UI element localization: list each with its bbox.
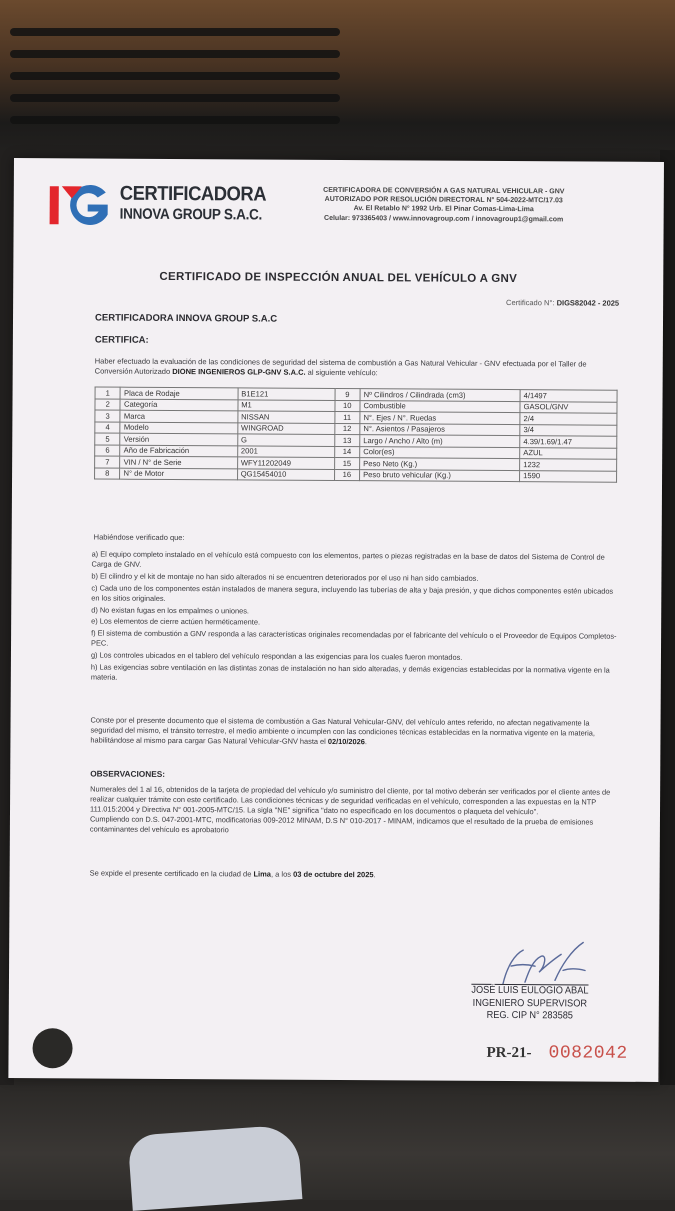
verification-item: a) El equipo completo instalado en el vehículo está compuesto con los elementos, partes o piezas registradas en la base de datos del Sistema de Control de Carga de GNV.	[91, 549, 605, 569]
company-name: CERTIFICADORA INNOVA GROUP S.A.C	[94, 312, 278, 325]
signer-name: JOSÉ LUIS EULOGIO ABAL	[471, 984, 589, 997]
certificate-number-value: DIGS82042 - 2025	[556, 298, 620, 308]
field-label: Placa de Rodaje	[121, 387, 238, 399]
field-value: G	[237, 434, 334, 446]
field-value: 1232	[520, 459, 617, 471]
field-value: M1	[238, 399, 335, 411]
issued-statement	[90, 868, 376, 879]
verification-heading: Habiéndose verificado que:	[93, 532, 185, 543]
field-value: B1E121	[238, 388, 335, 400]
field-value: QG15454010	[237, 468, 334, 480]
field-label: Combustible	[360, 400, 520, 412]
row-number: 13	[334, 434, 360, 446]
field-value: NISSAN	[238, 411, 335, 423]
verification-item: h) Las exigencias sobre ventilación en las distintas zonas de instalación no han sido alteradas, y demás exigencias establecidas por la normativa vigente en la materia.	[90, 662, 610, 682]
signer-registration: REG. CIP N° 283585	[486, 1009, 573, 1022]
field-label: VIN / N° de Serie	[120, 456, 237, 468]
verification-item: e) Los elementos de cierre actúen herméticamente.	[91, 616, 261, 627]
field-label: Marca	[120, 410, 237, 422]
issued-date: 03 de octubre del 2025	[293, 869, 374, 880]
row-number: 5	[95, 433, 121, 445]
field-label: N°. Ejes / N°. Ruedas	[360, 412, 520, 424]
field-value: GASOL/GNV	[520, 401, 617, 413]
logo-text-line2: INNOVA GROUP S.A.C.	[119, 205, 263, 224]
background-stripe	[10, 28, 340, 36]
header-info	[264, 186, 624, 225]
field-label: Peso Neto (Kg.)	[360, 458, 520, 470]
field-label: Versión	[120, 433, 237, 445]
consta-text: Conste por el presente documento que el sistema de combustión a Gas Natural Vehicular-GNV, del vehículo antes referido, no afectan negativamente la seguridad del mismo, el tránsito terrestre, el medio ambiente o incumplen con las condiciones técnicas establecidas en la normativa vigente en la materia, habilitándose al mismo para cargar Gas Natural Vehicular-GNV hasta el	[90, 715, 596, 746]
issued-city: Lima	[253, 869, 272, 879]
background-stripe	[10, 72, 340, 80]
field-label: Modelo	[120, 422, 237, 434]
row-number: 9	[335, 388, 361, 400]
consta-end: .	[364, 737, 367, 747]
row-number: 3	[95, 410, 121, 422]
verification-item: c) Cada uno de los componentes están instalados de manera segura, incluyendo las tuberías de alta y baja presión, y que dichos componentes estén ubicados en los sitios originales.	[91, 583, 614, 603]
verification-item: g) Los controles ubicados en el tablero del vehículo respondan a las exigencias para los cuales fueron montados.	[90, 650, 463, 662]
issued-text-mid: , a los	[270, 869, 294, 879]
issued-text-end: .	[373, 870, 376, 880]
row-number: 2	[95, 398, 121, 410]
row-number: 15	[334, 457, 360, 469]
background-stripe	[10, 116, 340, 124]
row-number: 1	[95, 387, 121, 399]
field-value: 3/4	[520, 424, 617, 436]
validity-date: 02/10/2026	[327, 736, 365, 747]
background-cloth	[128, 1124, 303, 1211]
verification-item: f) El sistema de combustión a GNV responda a las características originales recomendadas por el fabricante del vehículo o el Proveedor de Equipos Completos-PEC.	[91, 628, 617, 648]
signer-role: INGENIERO SUPERVISOR	[472, 997, 588, 1010]
certificate-number	[506, 298, 619, 308]
header-info-line: CERTIFICADORA DE CONVERSIÓN A GAS NATURAL VEHICULAR - GNV	[323, 186, 565, 196]
field-label: Categoría	[120, 399, 237, 411]
punch-hole	[32, 1028, 72, 1068]
field-label: N°. Asientos / Pasajeros	[360, 423, 520, 435]
observation-paragraph: Numerales del 1 al 16, obtenidos de la tarjeta de propiedad del vehículo y/o suministro del cliente, por tal motivo deberán ser verificados por el cliente antes de realizar cualquier trámite con este certificado. Las condiciones técnicas y de seguridad verificadas en el vehículo, corresponden a las expuestas en la NTP 111.015:2004 y Directiva N° 001-2005-MTC/15. La sigla "NE" significa "dato no especificado en los documentos o plaqueta del vehículo".	[89, 784, 611, 817]
observations-body	[90, 784, 620, 838]
field-value: 2/4	[520, 413, 617, 425]
background-stripe	[10, 50, 340, 58]
row-number: 8	[95, 467, 121, 479]
certificate-number-label: Certificado N°:	[506, 298, 555, 308]
vehicle-table-row	[95, 467, 617, 482]
header-info-line: Av. El Retablo N° 1992 Urb. El Pinar Comas-Lima-Lima	[353, 205, 534, 214]
header-info-line: AUTORIZADO POR RESOLUCIÓN DIRECTORAL N° 504-2022-MTC/17.03	[324, 196, 563, 205]
intro-paragraph	[95, 356, 615, 379]
background-bottom	[0, 1085, 675, 1200]
issued-text: Se expide el presente certificado en la ciudad de	[89, 868, 254, 879]
field-value: WFY11202049	[237, 457, 334, 469]
consta-paragraph	[90, 715, 620, 748]
observation-paragraph: Cumpliendo con D.S. 047-2001-MTC, modificatorias 009-2012 MINAM, D.S N° 010-2017 - MINAM, indicamos que el resultado de la prueba de emisiones contaminantes del vehículo es aprobatorio	[89, 814, 594, 835]
field-value: AZUL	[520, 447, 617, 459]
field-value: 4/1497	[520, 390, 617, 402]
verification-item: b) El cilindro y el kit de montaje no han sido alterados ni se encuentren deteriorados por el uso ni han sido cambiados.	[91, 571, 479, 583]
signature-block	[452, 985, 609, 1023]
certifica-heading: CERTIFICA:	[94, 334, 149, 346]
certificate-page	[8, 158, 664, 1082]
intro-text-end: al siguiente vehículo:	[305, 367, 378, 378]
row-number: 12	[334, 423, 360, 435]
document-code: PR-21-	[486, 1044, 532, 1062]
verification-list	[91, 549, 622, 687]
row-number: 7	[95, 456, 121, 468]
document-title: CERTIFICADO DE INSPECCIÓN ANUAL DEL VEHÍCULO A GNV	[159, 270, 518, 286]
field-label: Largo / Ancho / Alto (m)	[360, 435, 520, 447]
serial-number: 0082042	[548, 1043, 628, 1064]
row-number: 11	[334, 411, 360, 423]
vehicle-data-table	[94, 386, 618, 482]
field-label: Año de Fabricación	[120, 445, 237, 457]
field-label: Peso bruto vehicular (Kg.)	[360, 469, 520, 481]
verification-item: d) No existan fugas en los empalmes o uniones.	[91, 604, 250, 615]
background-top	[0, 0, 675, 175]
field-value: 2001	[237, 445, 334, 457]
company-logo	[48, 178, 267, 231]
observations-heading: OBSERVACIONES:	[90, 768, 166, 779]
field-label: Nº Cilindros / Cilindrada (cm3)	[360, 389, 520, 401]
row-number: 14	[334, 446, 360, 458]
workshop-name: DIONE INGENIEROS GLP-GNV S.A.C.	[172, 366, 306, 377]
row-number: 10	[335, 400, 361, 412]
header-info-line: Celular: 973365403 / www.innovagroup.com / innovagroup1@gmail.com	[324, 214, 564, 223]
intro-text: Haber efectuado la evaluación de las condiciones de seguridad del sistema de combustión a Gas Natural Vehicular - GNV efectuada por el Taller de Conversión Autorizado	[94, 356, 587, 376]
row-number: 6	[95, 444, 121, 456]
field-value: WINGROAD	[238, 422, 335, 434]
field-value: 1590	[520, 470, 617, 482]
row-number: 16	[334, 469, 360, 481]
field-label: N° de Motor	[120, 468, 237, 480]
logo-text-line1: CERTIFICADORA	[119, 182, 267, 206]
background-stripe	[10, 94, 340, 102]
field-value: 4.39/1.69/1.47	[520, 436, 617, 448]
row-number: 4	[95, 421, 121, 433]
field-label: Color(es)	[360, 446, 520, 458]
ig-logo-icon	[48, 180, 118, 228]
